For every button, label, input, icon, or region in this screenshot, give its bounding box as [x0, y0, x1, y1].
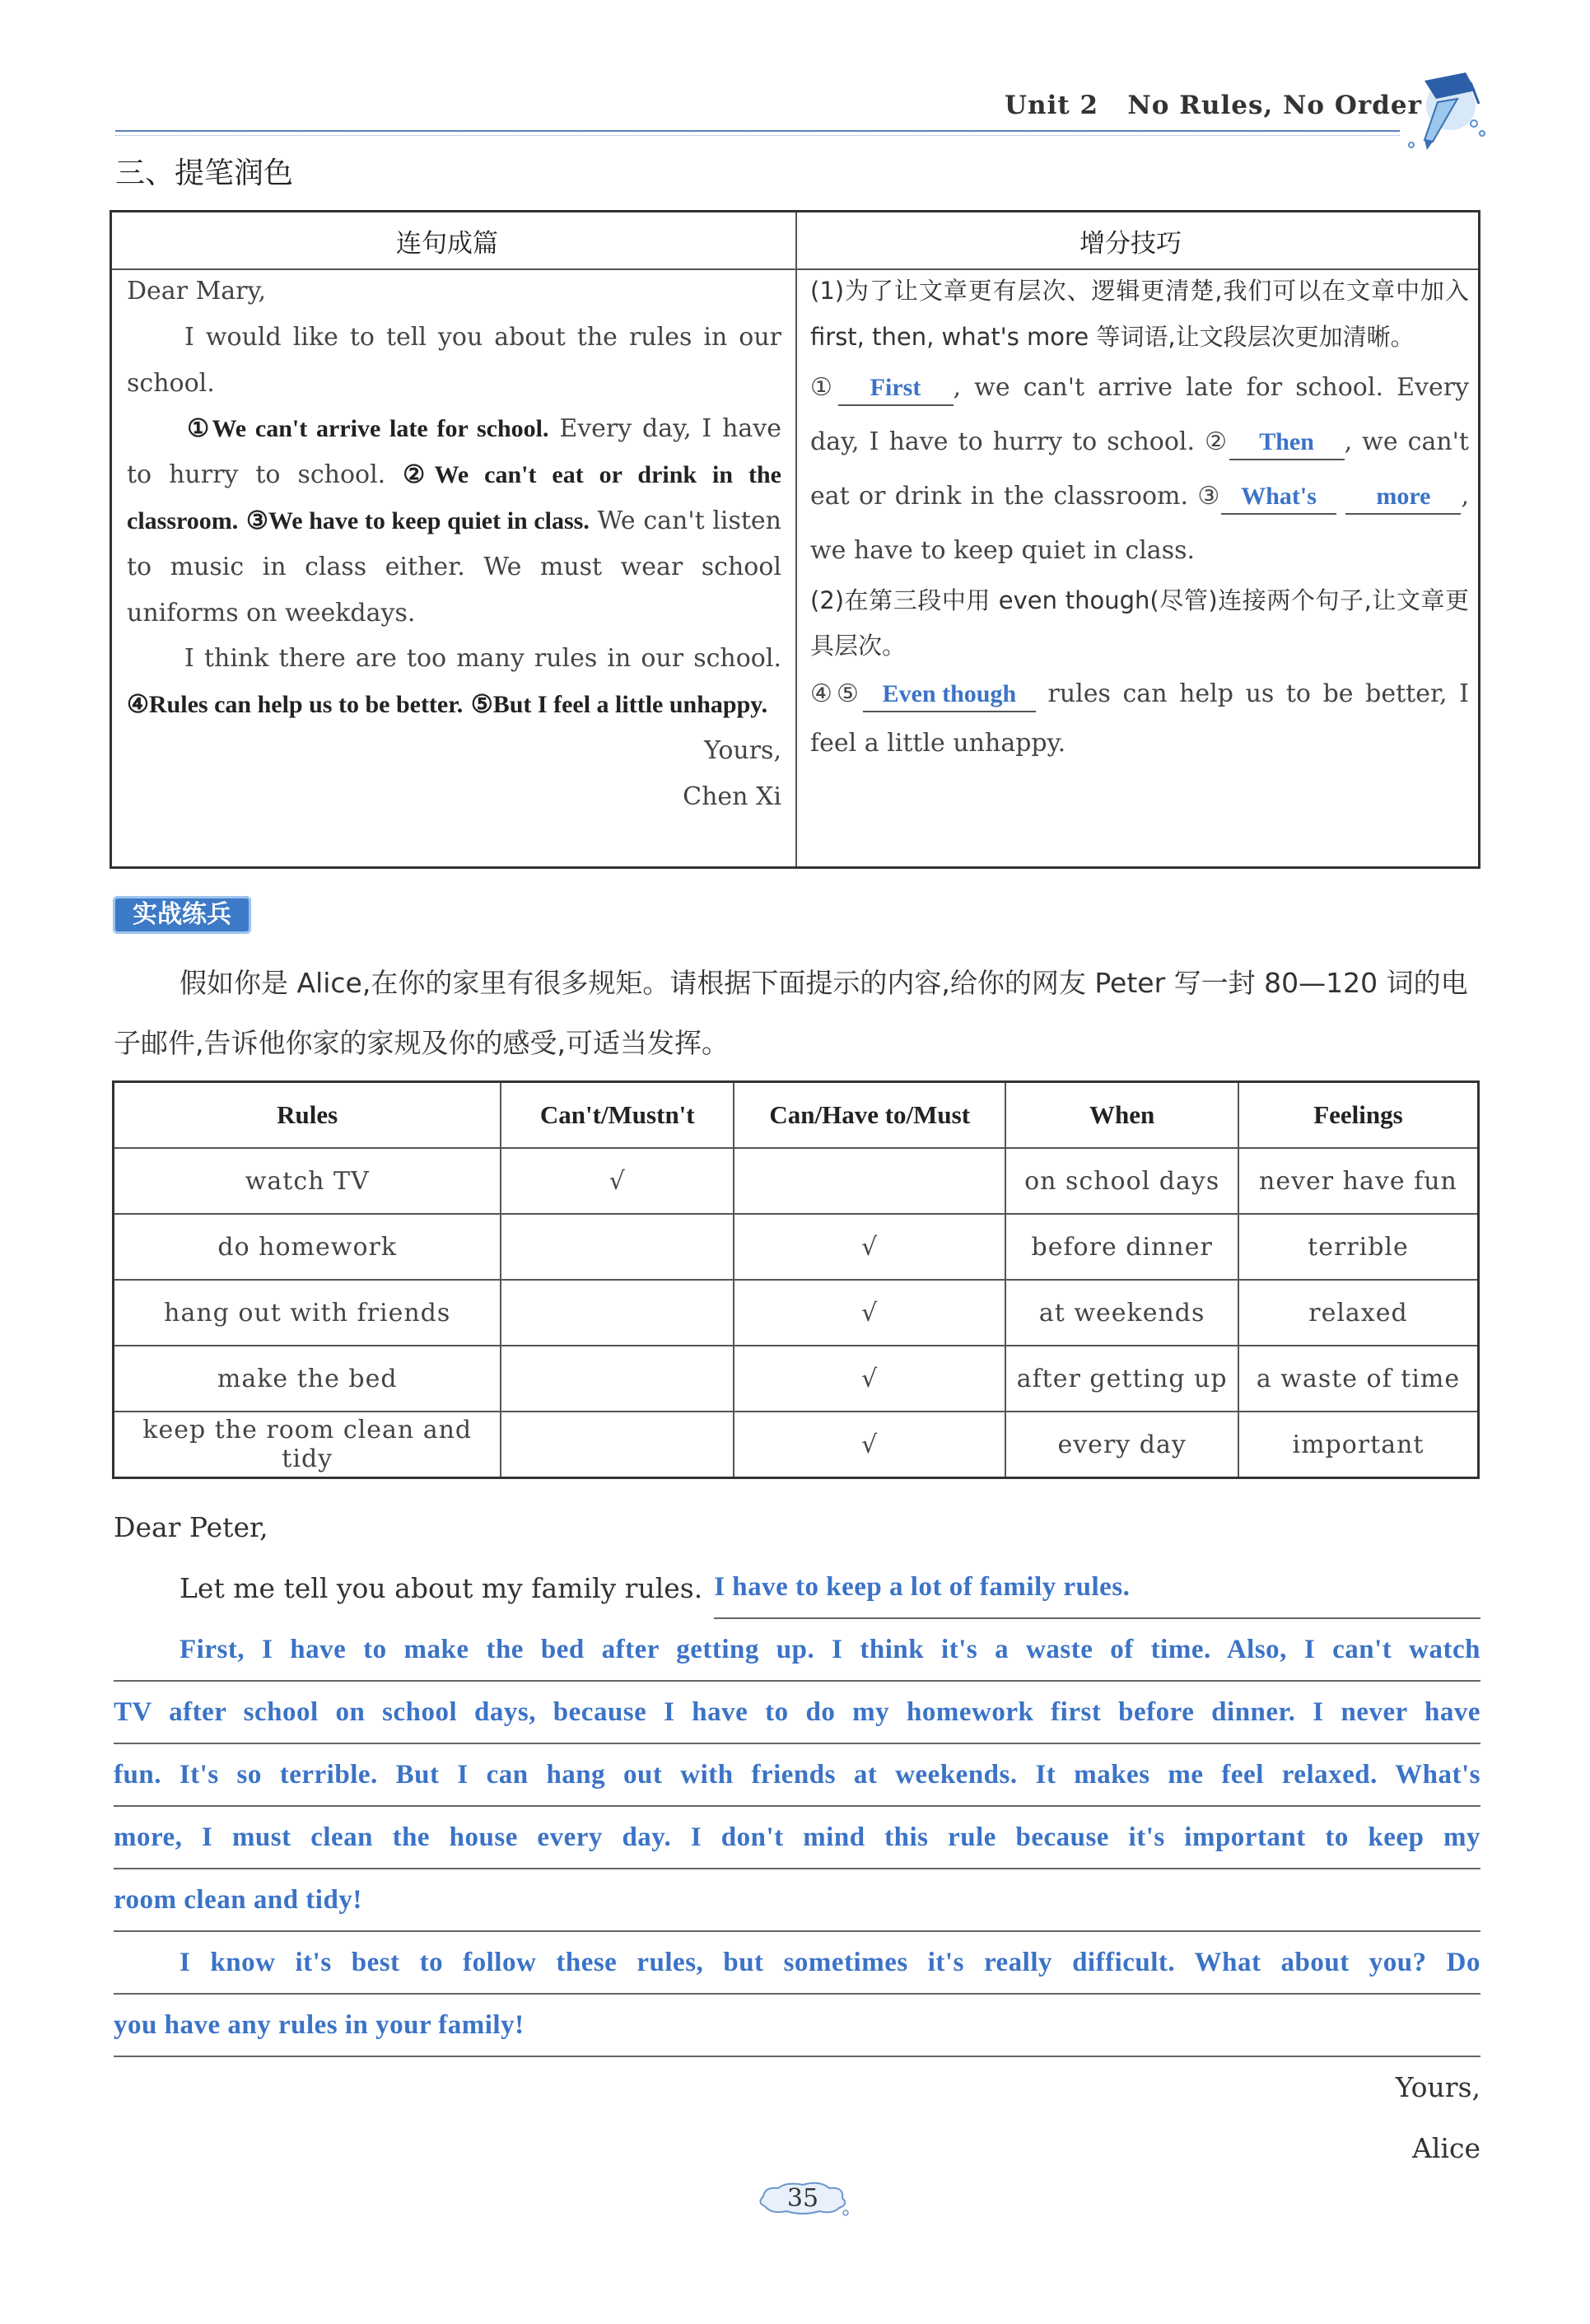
tips-column — [810, 268, 1469, 768]
table-row: make the bed √ after getting up a waste of time — [114, 1346, 1479, 1412]
check-mark: √ — [734, 1280, 1005, 1346]
original-letter — [127, 268, 781, 820]
check-mark: √ — [734, 1214, 1005, 1280]
col-rules: Rules — [114, 1082, 501, 1149]
answer-whats: What's — [1221, 480, 1336, 515]
page-number: 35 — [753, 2178, 852, 2219]
sentence-2: ②We can't eat or drink in the classroom. — [127, 461, 781, 534]
section-title: 三、提笔润色 — [115, 156, 294, 190]
email-signature: Alice — [1412, 2132, 1480, 2164]
answer-line-3: TV after school on school days, because I have to do my homework first before dinner. I never have — [114, 1682, 1480, 1744]
letter-closing: Yours, — [704, 735, 781, 765]
check-mark: √ — [734, 1346, 1005, 1412]
letter-paragraph-3: I think there are too many rules in our school. ④Rules can help us to be better. ⑤But I feel a little unhappy. — [127, 644, 781, 719]
table-row: keep the room clean and tidy √ every day important — [114, 1412, 1479, 1478]
header-scoring-tips: 增分技巧 — [1079, 229, 1182, 259]
unit-title: Unit 2 No Rules, No Order — [1005, 91, 1422, 120]
rules-table-header — [114, 1082, 1479, 1149]
answer-line-6: room clean and tidy! — [114, 1869, 1480, 1932]
table-row: hang out with friends √ at weekends relaxed — [114, 1280, 1479, 1346]
model-email — [114, 1497, 1480, 2179]
answer-line-4: fun. It's so terrible. But I can hang out with friends at weekends. It makes me feel relaxed. What's — [114, 1744, 1480, 1807]
header-rule — [115, 130, 1400, 132]
email-closing: Yours, — [1395, 2071, 1480, 2103]
sentence-3: ③We have to keep quiet in class. — [245, 506, 590, 534]
rules-table — [112, 1080, 1480, 1479]
check-mark: √ — [734, 1412, 1005, 1478]
header-combine-sentences: 连句成篇 — [396, 229, 498, 259]
header-rule-dotted — [115, 135, 1400, 136]
col-cant: Can't/Mustn't — [501, 1082, 734, 1149]
check-mark: √ — [501, 1148, 734, 1214]
polish-table — [110, 210, 1480, 869]
answer-line-7: I know it's best to follow these rules, but sometimes it's really difficult. What about you? Do — [114, 1932, 1480, 1995]
column-divider — [795, 212, 797, 866]
answer-first: First — [838, 371, 954, 406]
tip-2-example: ④⑤ Even though rules can help us to be better, I feel a little unhappy. — [810, 679, 1469, 758]
page-header — [115, 82, 1482, 140]
tip-1: (1)为了让文章更有层次、逻辑更清楚,我们可以在文章中加入 first, then, what's more 等词语,让文段层次更加清晰。 — [810, 277, 1469, 351]
answer-line-1: I have to keep a lot of family rules. — [714, 1558, 1480, 1619]
practice-tag: 实战练兵 — [113, 896, 251, 934]
email-intro-line: Let me tell you about my family rules. I have to keep a lot of family rules. — [114, 1558, 1480, 1619]
answer-then: Then — [1229, 426, 1345, 460]
sentence-5: ⑤But I feel a little unhappy. — [470, 691, 768, 719]
letter-paragraph-1: I would like to tell you about the rules in our school. — [127, 322, 781, 398]
col-feelings: Feelings — [1238, 1082, 1479, 1149]
pencil-cap-icon — [1400, 66, 1490, 156]
col-when: When — [1005, 1082, 1238, 1149]
sentence-1: ①We can't arrive late for school. — [184, 415, 549, 443]
letter-paragraph-2: ①We can't arrive late for school. Every day, I have to hurry to school. ②We can't eat or drink in the classroom. ③We have to keep quiet in class. We can't listen to music in class either. We must wear school uniforms on weekdays. — [127, 414, 782, 628]
answer-line-5: more, I must clean the house every day. I don't mind this rule because it's important to keep my — [114, 1807, 1480, 1869]
answer-more: more — [1345, 480, 1461, 515]
letter-signature: Chen Xi — [683, 782, 781, 811]
answer-line-2: First, I have to make the bed after getting up. I think it's a waste of time. Also, I can't watch — [114, 1619, 1480, 1682]
answer-even-though: Even though — [863, 678, 1036, 712]
answer-line-8: you have any rules in your family! — [114, 1995, 1480, 2057]
table-row: watch TV √ on school days never have fun — [114, 1148, 1479, 1214]
writing-prompt: 假如你是 Alice,在你的家里有很多规矩。请根据下面提示的内容,给你的网友 Peter 写一封 80—120 词的电子邮件,告诉他你家的家规及你的感受,可适当发挥。 — [114, 967, 1468, 1059]
tip-2: (2)在第三段中用 even though(尽管)连接两个句子,让文章更具层次。 — [810, 586, 1469, 660]
email-greeting: Dear Peter, — [114, 1511, 268, 1543]
col-can: Can/Have to/Must — [734, 1082, 1005, 1149]
sentence-4: ④Rules can help us to be better. — [127, 691, 464, 719]
letter-greeting: Dear Mary, — [127, 277, 267, 306]
table-row: do homework √ before dinner terrible — [114, 1214, 1479, 1280]
tip-1-example: ① First , we can't arrive late for school. Every day, I have to hurry to school. ② Then , we can't eat or drink in the classroom. ③ What's more , we have to keep quiet in class. — [810, 372, 1469, 565]
